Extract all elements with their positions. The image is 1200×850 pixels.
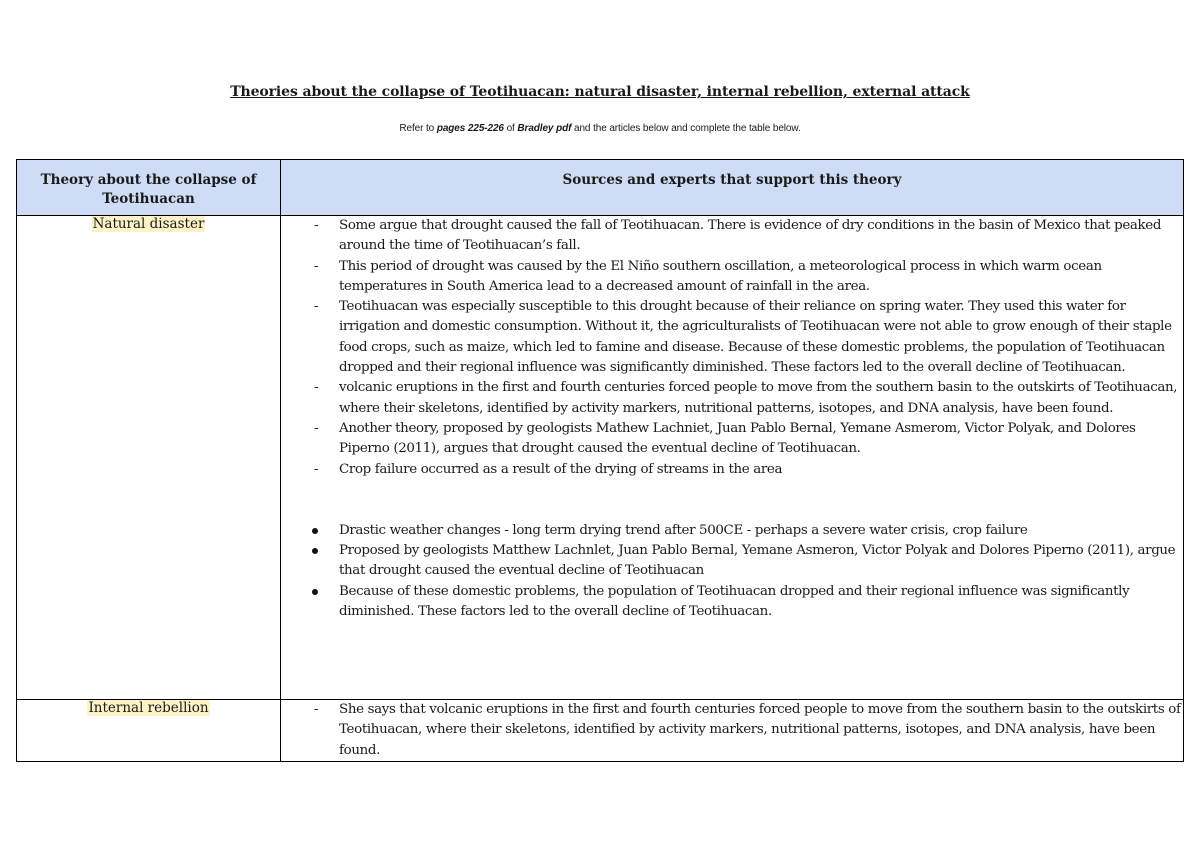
bullet-list-natural-disaster xyxy=(281,521,1183,622)
instruction-prefix: Refer to xyxy=(399,123,437,134)
instruction-suffix: and the articles below and complete the table below. xyxy=(571,123,801,134)
dash-marker: - xyxy=(314,258,319,274)
list-item xyxy=(281,378,1183,419)
table-row-internal-rebellion xyxy=(17,700,1184,762)
header-theory: Theory about the collapse of Teotihuacan xyxy=(17,160,281,216)
list-item xyxy=(281,521,1183,541)
list-item xyxy=(281,700,1183,761)
table-header-row xyxy=(17,160,1184,216)
dash-list-natural-disaster xyxy=(281,216,1183,480)
list-item-text: Another theory, proposed by geologists Mathew Lachniet, Juan Pablo Bernal, Yemane Asmerom, Victor Polyak, and Dolores Piperno (2011), argues that drought caused the eventual decline of Teotihuacan. xyxy=(339,420,1136,457)
header-sources: Sources and experts that support this theory xyxy=(281,160,1184,216)
list-item-text: Crop failure occurred as a result of the drying of streams in the area xyxy=(339,461,783,477)
page-title: Theories about the collapse of Teotihuacan: natural disaster, internal rebellion, external attack xyxy=(230,84,970,100)
dash-marker: - xyxy=(314,461,319,477)
list-item-text: She says that volcanic eruptions in the first and fourth centuries forced people to move from the southern basin to the outskirts of Teotihuacan, where their skeletons, identified by activity markers, nutritional patterns, isotopes, and DNA analysis, have been found. xyxy=(339,702,1181,758)
sources-cell-natural-disaster xyxy=(281,216,1184,700)
dash-marker: - xyxy=(314,702,319,717)
list-item-text: This period of drought was caused by the El Niño southern oscillation, a meteorological process in which warm ocean temperatures in South America lead to a decreased amount of rainfall in the area. xyxy=(339,258,1102,294)
theory-label-internal-rebellion: Internal rebellion xyxy=(88,700,209,716)
instruction-source: Bradley pdf xyxy=(517,123,572,134)
sources-cell-internal-rebellion xyxy=(281,700,1184,762)
list-item xyxy=(281,297,1183,378)
list-item xyxy=(281,216,1183,257)
dash-marker: - xyxy=(314,420,319,436)
dash-marker: - xyxy=(314,380,319,396)
list-item-text: Some argue that drought caused the fall of Teotihuacan. There is evidence of dry conditions in the basin of Mexico that peaked around the time of Teotihuacan’s fall. xyxy=(339,218,1162,254)
dash-marker: - xyxy=(314,218,319,233)
bullet-marker xyxy=(312,589,318,595)
table-row-natural-disaster xyxy=(17,216,1184,700)
list-item xyxy=(281,582,1183,623)
instruction-pages: pages 225-226 xyxy=(436,123,504,134)
list-item-text: Drastic weather changes - long term drying trend after 500CE - perhaps a severe water crisis, crop failure xyxy=(339,522,1028,538)
bullet-marker xyxy=(312,548,318,554)
theory-cell-internal-rebellion xyxy=(17,700,281,762)
list-item-text: volcanic eruptions in the first and fourth centuries forced people to move from the southern basin to the outskirts of Teotihuacan, where their skeletons, identified by activity markers, nutritional patterns, isotopes, and DNA analysis, have been found. xyxy=(339,380,1178,416)
dash-list-internal-rebellion xyxy=(281,700,1183,761)
list-item-text: Because of these domestic problems, the population of Teotihuacan dropped and their regional influence was significantly diminished. These factors led to the overall decline of Teotihuacan. xyxy=(339,583,1130,620)
dash-marker: - xyxy=(314,299,319,315)
bullet-marker xyxy=(312,528,318,534)
list-item-text: Proposed by geologists Matthew Lachnlet, Juan Pablo Bernal, Yemane Asmeron, Victor Polyak and Dolores Piperno (2011), argue that drought caused the eventual decline of Teotihuacan xyxy=(339,543,1176,579)
list-item xyxy=(281,460,1183,480)
instruction-mid: of xyxy=(503,123,518,134)
list-item xyxy=(281,541,1183,582)
list-item-text: Teotihuacan was especially susceptible to this drought because of their reliance on spring water. They used this water for irrigation and domestic consumption. Without it, the agriculturalists of Teotihuacan were not able to grow enough of their staple food crops, such as maize, which led to famine and disease. Because of these domestic problems, the population of Teotihuacan dropped and their regional influence was significantly diminished. These factors led to the overall decline of Teotihuacan. xyxy=(339,299,1172,376)
list-item xyxy=(281,419,1183,460)
theories-table xyxy=(16,159,1184,762)
instruction-text xyxy=(0,123,1200,134)
theory-cell-natural-disaster xyxy=(17,216,281,700)
theory-label-natural-disaster: Natural disaster xyxy=(92,216,205,232)
list-item xyxy=(281,257,1183,298)
list-spacer xyxy=(281,480,1183,521)
